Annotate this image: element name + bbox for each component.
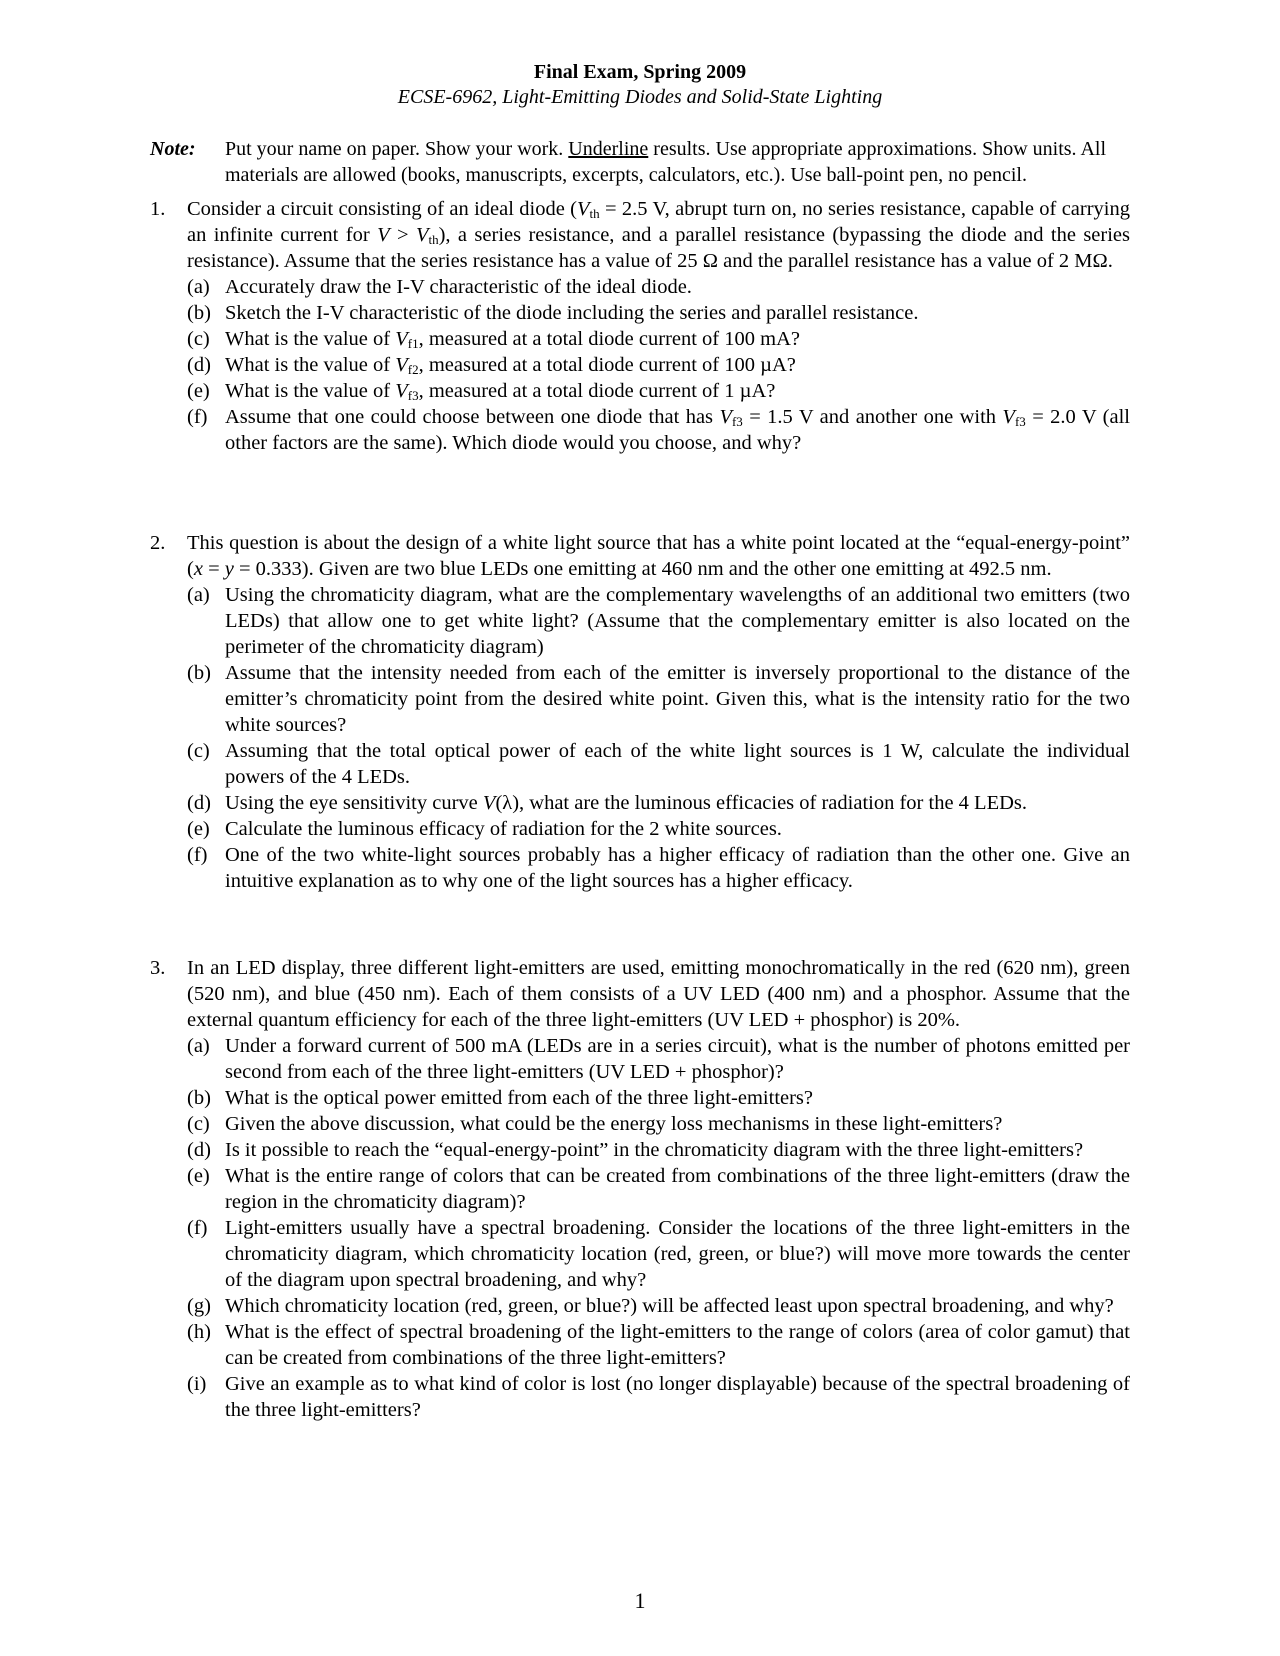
question-text: In an LED display, three different light-emitters are used, emitting monochromatically in the red (620 nm), green (520 nm), and blue (450 nm). Each of them consists of a UV LED (400 nm) and a phosphor. Assume that the external quantum efficiency for each of the three light-emitters (UV LED + phosphor) is 20%. <box>187 957 1130 1031</box>
header <box>0 60 1280 110</box>
note-label: Note: <box>150 138 196 160</box>
page-number: 1 <box>634 1588 646 1613</box>
question-parts <box>187 582 1130 894</box>
part-f: (f) One of the two white-light sources probably has a higher efficacy of radiation than the other one. Give an intuitive explanation as to why one of the light sources has a higher efficacy. <box>187 844 1130 892</box>
exam-title: Final Exam, Spring 2009 <box>533 61 747 83</box>
question-parts <box>187 274 1130 456</box>
part-b: (b) Sketch the I-V characteristic of the diode including the series and parallel resistance. <box>187 302 919 324</box>
note-block <box>150 136 1130 188</box>
part-i: (i) Give an example as to what kind of color is lost (no longer displayable) because of the spectral broadening of the three light-emitters? <box>187 1373 1130 1421</box>
part-c: (c) Given the above discussion, what could be the energy loss mechanisms in these light-emitters? <box>187 1113 1003 1135</box>
question-2 <box>150 530 1130 894</box>
underline-word: Underline <box>568 138 649 160</box>
part-e: (e) What is the value of $V_{f3}$, measured at a total diode current of 1 µA? <box>187 380 776 403</box>
course-subtitle: ECSE-6962, Light-Emitting Diodes and Solid-State Lighting <box>397 86 883 108</box>
part-a: (a) Under a forward current of 500 mA (LEDs are in a series circuit), what is the number of photons emitted per second from each of the three light-emitters (UV LED + phosphor)? <box>187 1035 1130 1083</box>
part-d: (d) Is it possible to reach the “equal-energy-point” in the chromaticity diagram with the three light-emitters? <box>187 1139 1084 1161</box>
part-h: (h) What is the effect of spectral broadening of the light-emitters to the range of colors (area of color gamut) that can be created from combinations of the three light-emitters? <box>187 1321 1130 1369</box>
part-b: (b) Assume that the intensity needed from each of the emitter is inversely proportional to the distance of the emitter’s chromaticity point from the desired white point. Given this, what is the intensity ratio for the two white sources? <box>187 662 1130 736</box>
part-c: (c) What is the value of $V_{f1}$, measured at a total diode current of 100 mA? <box>187 328 800 351</box>
question-text: This question is about the design of a white light source that has a white point located at the “equal-energy-point” (x = y = 0.333). Given are two blue LEDs one emitting at 460 nm and the other one emitting at 492.5 nm. <box>187 532 1130 580</box>
part-b: (b) What is the optical power emitted from each of the three light-emitters? <box>187 1087 814 1109</box>
part-f: (f) Light-emitters usually have a spectral broadening. Consider the locations of the three light-emitters in the chromaticity diagram, which chromaticity location (red, green, or blue?) will move more towards the center of the diagram upon spectral broadening, and why? <box>187 1217 1130 1291</box>
part-f: (f) Assume that one could choose between one diode that has $V_{f3} = 1.5$ V and another one with $V_{f3} = 2.0$ V (all other factors are the same). Which diode would you choose, and why? <box>187 406 1130 454</box>
question-number: 1. <box>150 198 166 220</box>
part-d: (d) Using the eye sensitivity curve V(λ), what are the luminous efficacies of radiation for the 4 LEDs. <box>187 792 1027 814</box>
part-a: (a) Accurately draw the I-V characteristic of the ideal diode. <box>187 276 692 298</box>
question-1 <box>150 196 1130 456</box>
part-e: (e) Calculate the luminous efficacy of radiation for the 2 white sources. <box>187 818 782 840</box>
part-d: (d) What is the value of $V_{f2}$, measured at a total diode current of 100 µA? <box>187 354 796 377</box>
part-e: (e) What is the entire range of colors that can be created from combinations of the three light-emitters (draw the region in the chromaticity diagram)? <box>187 1165 1130 1213</box>
part-c: (c) Assuming that the total optical power of each of the white light sources is 1 W, calculate the individual powers of the 4 LEDs. <box>187 740 1130 788</box>
question-number: 2. <box>150 532 166 554</box>
question-parts <box>187 1033 1130 1423</box>
question-text: Consider a circuit consisting of an ideal diode ($V_{th} = 2.5$ V, abrupt turn on, no series resistance, capable of carrying an infinite current for $V > V_{th}$), a series resistance, and a parallel resistance (bypassing the diode and the series resistance). Assume that the series resistance has a value of 25 Ω and the parallel resistance has a value of 2 MΩ. <box>187 198 1130 272</box>
question-3 <box>150 955 1130 1423</box>
part-g: (g) Which chromaticity location (red, green, or blue?) will be affected least upon spectral broadening, and why? <box>187 1295 1114 1317</box>
note-text: Put your name on paper. Show your work. Underline results. Use appropriate approximations. Show units. All materials are allowed (books, manuscripts, excerpts, calculators, etc.). Use ball-point pen, no pencil. <box>225 138 1107 186</box>
question-number: 3. <box>150 957 166 979</box>
part-a: (a) Using the chromaticity diagram, what are the complementary wavelengths of an additional two emitters (two LEDs) that allow one to get white light? (Assume that the complementary emitter is also located on the perimeter of the chromaticity diagram) <box>187 584 1130 658</box>
